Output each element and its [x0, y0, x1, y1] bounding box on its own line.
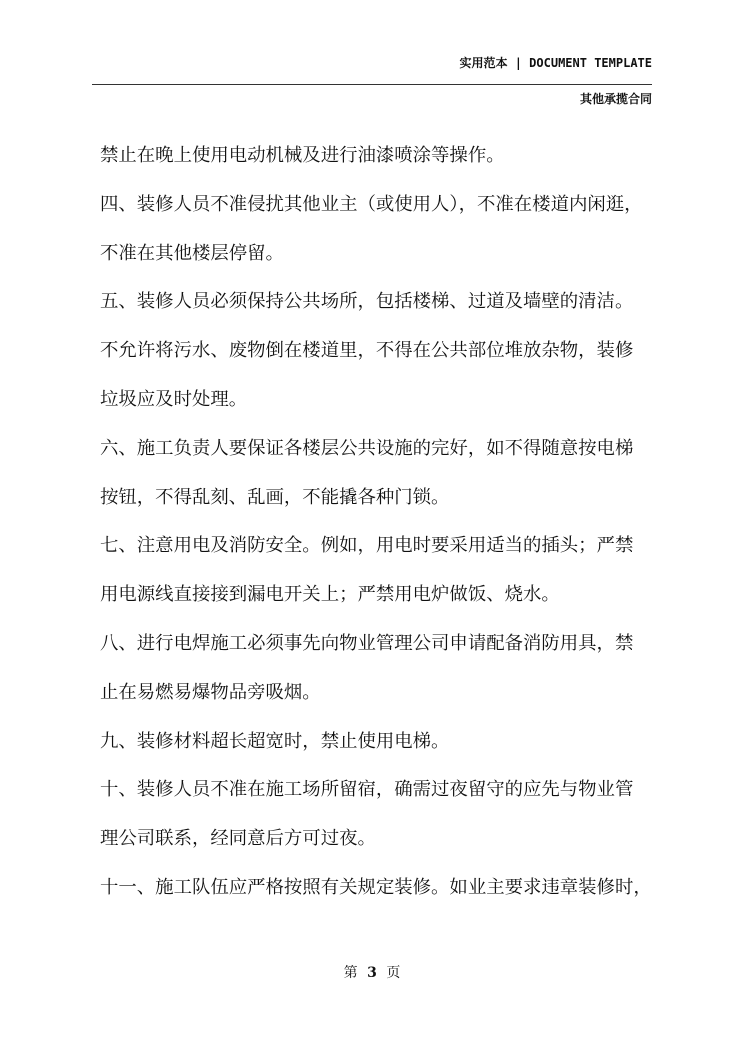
- page-label-prefix: 第: [343, 965, 358, 981]
- body-line: 止在易燃易爆物品旁吸烟。: [100, 681, 321, 703]
- page-footer: [0, 962, 744, 982]
- header-subtitle: 其他承揽合同: [579, 92, 652, 106]
- body-line: 九、装修材料超长超宽时，禁止使用电梯。: [100, 730, 450, 752]
- body-line: 禁止在晚上使用电动机械及进行油漆喷涂等操作。: [100, 145, 505, 166]
- page-header: [0, 0, 744, 112]
- body-line: 不准在其他楼层停留。: [100, 242, 284, 264]
- body-line: 不允许将污水、废物倒在楼道里，不得在公共部位堆放杂物，装修: [100, 340, 634, 362]
- body-line: 八、进行电焊施工必须事先向物业管理公司申请配备消防用具，禁: [100, 632, 634, 654]
- page-number: 3: [367, 965, 377, 981]
- page-label-suffix: 页: [386, 965, 401, 981]
- body-line: 五、装修人员必须保持公共场所，包括楼梯、过道及墙壁的清洁。: [100, 291, 634, 313]
- body-line: 四、装修人员不准侵扰其他业主（或使用人），不准在楼道内闲逛，: [100, 193, 643, 215]
- body-line: 七、注意用电及消防安全。例如，用电时要采用适当的插头；严禁: [100, 535, 634, 557]
- body-line: 理公司联系，经同意后方可过夜。: [100, 828, 376, 850]
- body-line: 十、装修人员不准在施工场所留宿，确需过夜留守的应先与物业管: [100, 779, 634, 801]
- document-body: [100, 132, 660, 913]
- header-divider: [92, 84, 652, 85]
- body-line: 垃圾应及时处理。: [100, 388, 248, 410]
- header-title: 实用范本 | DOCUMENT TEMPLATE: [459, 56, 652, 70]
- body-line: 十一、施工队伍应严格按照有关规定装修。如业主要求违章装修时，: [100, 876, 652, 898]
- body-line: 六、施工负责人要保证各楼层公共设施的完好，如不得随意按电梯: [100, 437, 634, 459]
- body-line: 按钮，不得乱刻、乱画，不能撬各种门锁。: [100, 486, 450, 508]
- body-line: 用电源线直接接到漏电开关上；严禁用电炉做饭、烧水。: [100, 584, 560, 606]
